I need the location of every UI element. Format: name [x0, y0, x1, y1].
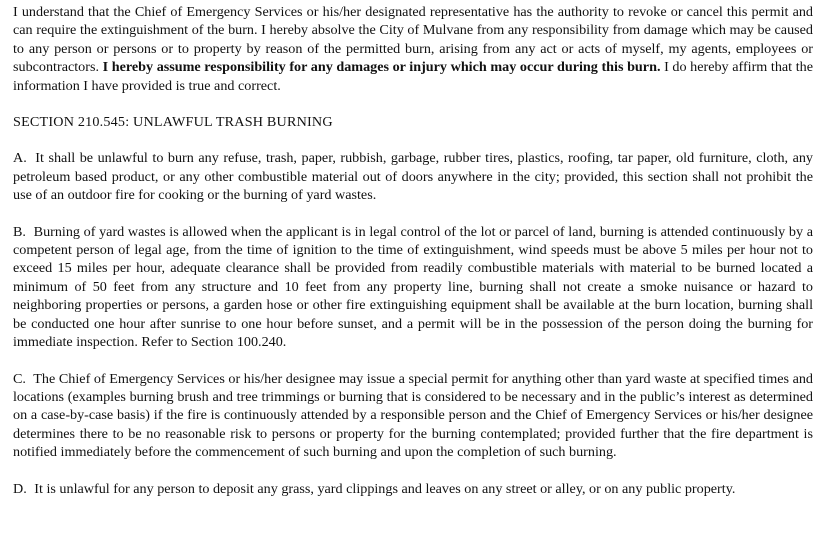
paragraph-b	[13, 223, 813, 352]
paragraph-a	[13, 149, 813, 204]
liability-bold-statement: I hereby assume responsibility for any damages or injury which may occur during this burn.	[102, 59, 661, 76]
paragraph-c-text: The Chief of Emergency Services or his/her designee may issue a special permit for anything other than yard waste at specified times and locations (examples burning brush and tree trimmings or burning that is considered to be necessary and in the public’s interest as determined on a case-by-case basis) if the fire is continuously attended by a responsible person and the Chief of Emergency Services or his/her designee determines there to be no reasonable risk to persons or property for the burning contemplated; provided further that the fire department is notified immediately before the commencement of such burning and upon the completion of such burning.	[13, 370, 813, 461]
paragraph-d	[13, 480, 813, 498]
section-heading: SECTION 210.545: UNLAWFUL TRASH BURNING	[13, 114, 333, 131]
paragraph-d-text: It is unlawful for any person to deposit any grass, yard clippings and leaves on any street or alley, or on any public property.	[34, 480, 736, 497]
paragraph-b-label: B.	[13, 223, 26, 240]
document-page	[13, 3, 813, 498]
paragraph-b-text: Burning of yard wastes is allowed when the applicant is in legal control of the lot or parcel of land, burning is attended continuously by a competent person of legal age, from the time of ignition to the time of extinguishment, wind speeds must be above 5 miles per hour not to exceed 15 miles per hour, adequate clearance shall be provided from readily combustible materials with material to be burned located a minimum of 50 feet from any structure and 10 feet from any property line, burning shall not create a smoke nuisance or hazard to neighboring properties or persons, a garden hose or other fire extinguishing equipment shall be available at the burn location, burning shall be conducted one hour after sunrise to one hour before sunset, and a permit will be in the possession of the person doing the burning for immediate inspection. Refer to Section 100.240.	[13, 223, 813, 351]
liability-text-part1: I understand that the Chief of Emergency Services or his/her designated representative has the authority to revoke or cancel this permit and can require the extinguishment of the burn. I hereby absolve the City of Mulvane from any responsibility from damage which may be caused to any person or persons or to property by reason of the permitted burn, arising from any act or acts of myself, my agents, employees or subcontractors.	[13, 4, 813, 76]
liability-statement	[13, 3, 813, 95]
paragraph-a-text: It shall be unlawful to burn any refuse, trash, paper, rubbish, garbage, rubber tires, plastics, roofing, tar paper, old furniture, cloth, any petroleum based product, or any other combustible material out of doors anywhere in the city; provided, this section shall not prohibit the use of an outdoor fire for cooking or the burning of yard wastes.	[13, 150, 813, 204]
liability-text-part2: I do hereby affirm that the information I have provided is true and correct.	[13, 59, 813, 94]
paragraph-d-label: D.	[13, 480, 27, 497]
paragraph-a-label: A.	[13, 150, 27, 167]
paragraph-c	[13, 370, 813, 462]
paragraph-c-label: C.	[13, 370, 26, 387]
